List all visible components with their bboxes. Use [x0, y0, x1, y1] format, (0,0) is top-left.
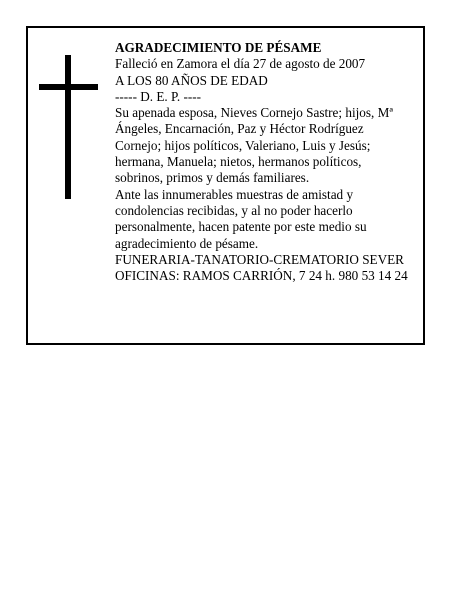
family-line-2: Ángeles, Encarnación, Paz y Héctor Rodríguez	[115, 121, 364, 137]
thanks-line-1: Ante las innumerables muestras de amistad y	[115, 186, 354, 202]
family-line-1: Su apenada esposa, Nieves Cornejo Sastre; hijos, Mª	[115, 105, 393, 121]
family-line-4: hermana, Manuela; nietos, hermanos políticos,	[115, 154, 362, 170]
thanks-line-4: agradecimiento de pésame.	[115, 235, 259, 251]
notice-text	[115, 40, 423, 284]
family-line-3: Cornejo; hijos políticos, Valeriano, Luis y Jesús;	[115, 137, 371, 153]
cross-icon	[39, 55, 98, 199]
cross-horizontal-bar	[39, 84, 98, 90]
cross-vertical-bar	[65, 55, 71, 199]
rip-line: ----- D. E. P. ----	[115, 88, 202, 104]
age-line: A LOS 80 AÑOS DE EDAD	[115, 72, 268, 88]
family-line-5: sobrinos, primos y demás familiares.	[115, 170, 310, 186]
death-date-line: Falleció en Zamora el día 27 de agosto de 2007	[115, 56, 366, 72]
thanks-line-3: personalmente, hacen patente por este medio su	[115, 219, 367, 235]
office-address-line: OFICINAS: RAMOS CARRIÓN, 7 24 h. 980 53 14 24	[115, 268, 408, 284]
thanks-line-2: condolencias recibidas, y al no poder hacerlo	[115, 202, 353, 218]
obituary-notice	[26, 26, 425, 345]
notice-title: AGRADECIMIENTO DE PÉSAME	[115, 40, 322, 55]
funeral-home-line: FUNERARIA-TANATORIO-CREMATORIO SEVER	[115, 251, 404, 267]
